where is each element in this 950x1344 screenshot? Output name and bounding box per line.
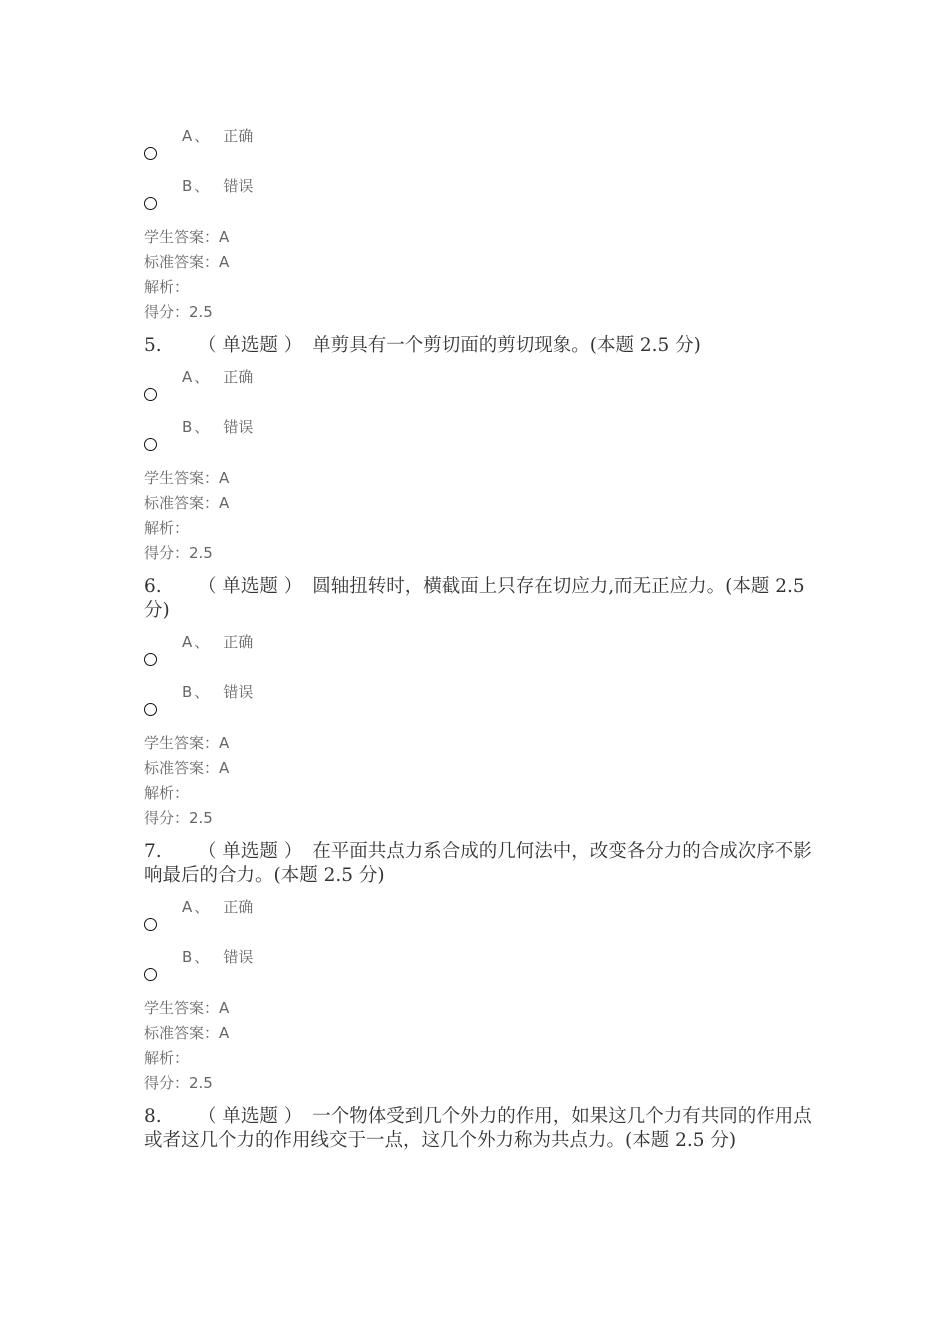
- option-b[interactable]: [144, 680, 814, 730]
- score: 得分：2.5: [144, 808, 213, 827]
- option-label: B 、 错误: [182, 682, 254, 701]
- question-item: [144, 1105, 814, 1154]
- answer-info: [144, 225, 814, 325]
- question-item: [144, 575, 814, 831]
- radio-button[interactable]: [144, 703, 157, 716]
- option-a[interactable]: [144, 630, 814, 680]
- answer-info: [144, 996, 814, 1096]
- question-body: 圆轴扭转时，横截面上只存在切应力,而无正应力。(本题 2.5 分): [144, 575, 805, 621]
- question-type: （ 单选题 ）: [198, 575, 303, 597]
- option-a[interactable]: [144, 895, 814, 945]
- option-a[interactable]: [144, 124, 814, 174]
- question-body: 一个物体受到几个外力的作用，如果这几个力有共同的作用点或者这几个力的作用线交于一点，这几个外力称为共点力。(本题 2.5 分): [144, 1105, 812, 1151]
- standard-answer: 标准答案：A: [144, 493, 230, 512]
- analysis: 解析：: [144, 783, 190, 802]
- question-list: [144, 124, 814, 1160]
- score: 得分：2.5: [144, 303, 213, 321]
- option-label: B 、 错误: [182, 417, 254, 436]
- student-answer: 学生答案：A: [144, 733, 230, 752]
- score: 得分：2.5: [144, 543, 213, 562]
- answer-info: [144, 731, 814, 831]
- radio-button[interactable]: [144, 653, 157, 666]
- question-text: [144, 1105, 814, 1154]
- question-text: [144, 334, 814, 359]
- option-label: A 、 正确: [182, 897, 254, 916]
- radio-button[interactable]: [144, 388, 157, 401]
- standard-answer: 标准答案：A: [144, 253, 230, 271]
- question-number: 6.: [144, 575, 162, 597]
- option-label: B 、 错误: [182, 947, 254, 966]
- standard-answer: 标准答案：A: [144, 758, 230, 777]
- answer-info: [144, 466, 814, 566]
- option-a[interactable]: [144, 365, 814, 415]
- radio-button[interactable]: [144, 197, 157, 210]
- question-body: 单剪具有一个剪切面的剪切现象。(本题 2.5 分): [312, 335, 701, 356]
- option-b[interactable]: [144, 174, 814, 224]
- option-label: B 、 错误: [182, 177, 254, 195]
- student-answer: 学生答案：A: [144, 468, 230, 487]
- student-answer: 学生答案：A: [144, 228, 230, 246]
- analysis: 解析：: [144, 278, 190, 296]
- radio-button[interactable]: [144, 438, 157, 451]
- option-label: A 、 正确: [182, 367, 254, 386]
- question-item: [144, 840, 814, 1096]
- option-b[interactable]: [144, 415, 814, 465]
- analysis: 解析：: [144, 1048, 190, 1067]
- score: 得分：2.5: [144, 1073, 213, 1092]
- analysis: 解析：: [144, 518, 190, 537]
- question-item: [144, 124, 814, 325]
- option-b[interactable]: [144, 945, 814, 995]
- question-type: （ 单选题 ）: [198, 335, 303, 356]
- option-label: A 、 正确: [182, 632, 254, 651]
- option-label: A 、 正确: [182, 127, 254, 145]
- standard-answer: 标准答案：A: [144, 1023, 230, 1042]
- question-number: 5.: [144, 335, 162, 356]
- question-type: （ 单选题 ）: [198, 1105, 303, 1127]
- radio-button[interactable]: [144, 918, 157, 931]
- question-text: [144, 575, 814, 624]
- question-type: （ 单选题 ）: [198, 840, 303, 862]
- radio-button[interactable]: [144, 968, 157, 981]
- radio-button[interactable]: [144, 147, 157, 160]
- student-answer: 学生答案：A: [144, 998, 230, 1017]
- question-text: [144, 840, 814, 889]
- question-number: 8.: [144, 1105, 162, 1127]
- question-item: [144, 334, 814, 566]
- question-body: 在平面共点力系合成的几何法中，改变各分力的合成次序不影响最后的合力。(本题 2.5 分): [144, 840, 812, 886]
- question-number: 7.: [144, 840, 162, 862]
